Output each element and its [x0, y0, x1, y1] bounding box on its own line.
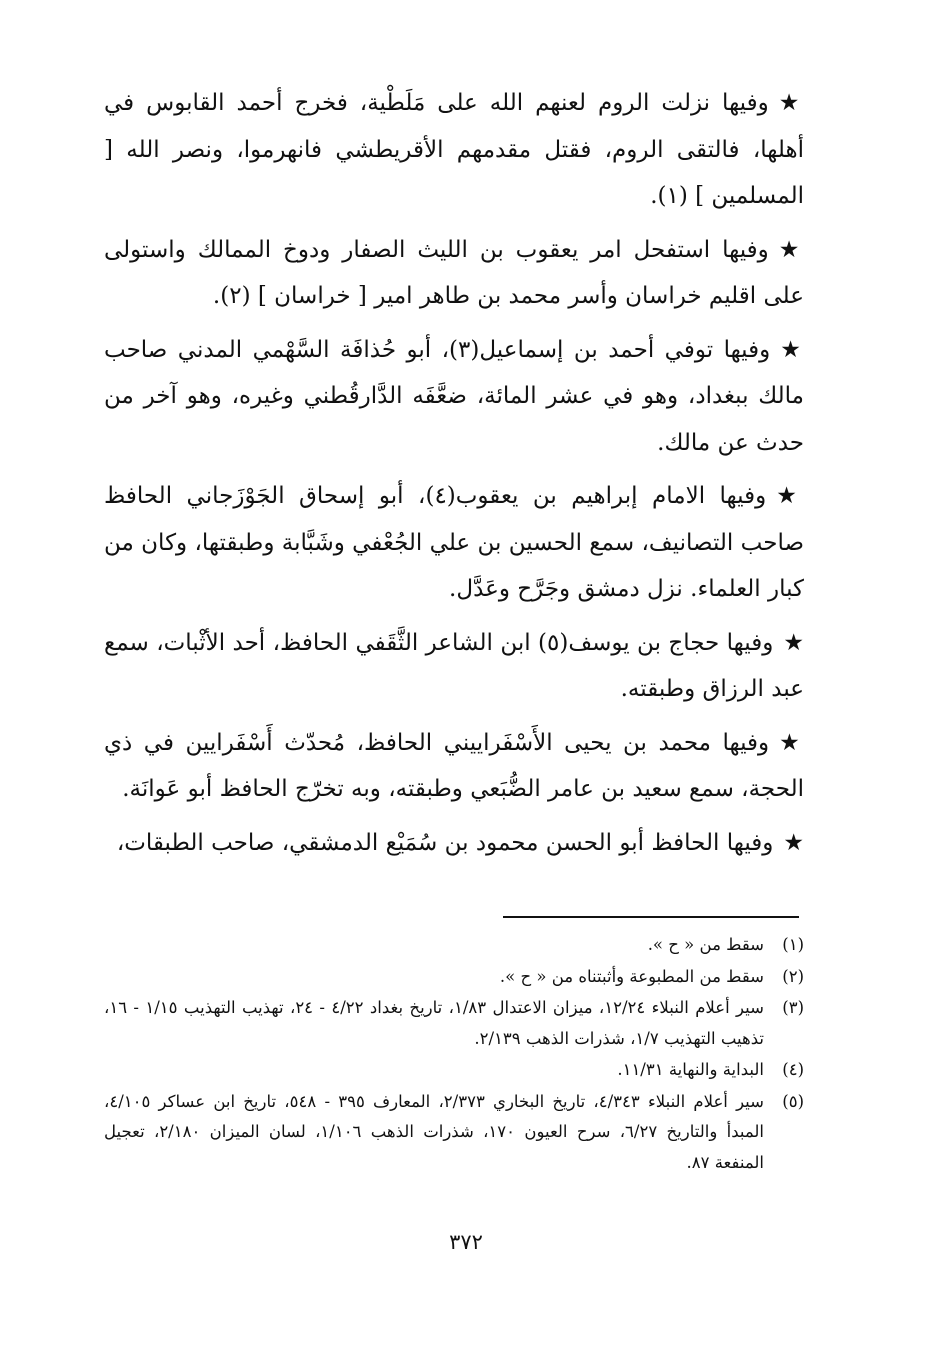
paragraph	[104, 473, 804, 613]
paragraph-text: وفيها استفحل امر يعقوب بن الليث الصفار ودوخ الممالك واستولى على اقليم خراسان وأسر محمد بن طاهر امير [ خراسان ] (٢).	[104, 236, 804, 309]
paragraph	[104, 80, 804, 220]
star-icon: ★	[778, 236, 804, 263]
footnotes	[104, 930, 804, 1179]
paragraph-text: وفيها الحافظ أبو الحسن محمود بن سُمَيْع الدمشقي، صاحب الطبقات،	[116, 829, 774, 856]
main-text	[104, 80, 804, 873]
footnote-text: سير أعلام النبلاء ٤/٣٤٣، تاريخ البخاري ٢/٣٧٣، المعارف ٣٩٥ - ٥٤٨، تاريخ ابن عساكر ٤/١٠٥، المبدأ والتاريخ ٦/٢٧، سرح العيون ١٧٠، شذرات الذهب ١/١٠٦، لسان الميزان ٢/١٨٠، تعجيل المنفعة ٨٧.	[104, 1091, 764, 1172]
footnote-number: (٤)	[782, 1060, 804, 1079]
footnote-text: البداية والنهاية ١١/٣١.	[617, 1060, 764, 1079]
paragraph-text: وفيها توفي أحمد بن إسماعيل(٣)، أبو حُذافَة السَّهْمي المدني صاحب مالك ببغداد، وهو في عشر المائة، ضعَّفَه الدَّارقُطني وغيره، وهو آخر من حدث عن مالك.	[104, 336, 804, 456]
star-icon: ★	[780, 336, 804, 363]
star-icon: ★	[783, 829, 804, 856]
footnote	[104, 930, 804, 961]
footnote-divider	[503, 916, 799, 918]
footnote-text: سقط من « ح ».	[647, 935, 764, 954]
paragraph-text: وفيها الامام إبراهيم بن يعقوب(٤)، أبو إسحاق الجَوْزَجاني الحافظ صاحب التصانيف، سمع الحسين بن علي الجُعْفي وشَبَّابة وطبقتها، وكان من كبار العلماء. نزل دمشق وجَرَّح وعَدَّل.	[104, 483, 804, 602]
footnote	[104, 1087, 804, 1179]
star-icon: ★	[778, 90, 804, 116]
footnote-number: (٥)	[782, 1091, 804, 1111]
page-number: ٣٧٢	[449, 1230, 483, 1254]
paragraph	[104, 620, 804, 713]
footnote-number: (١)	[782, 935, 804, 954]
paragraph-text: وفيها محمد بن يحيى الأَسْفَراييني الحافظ، مُحدّث أَسْفَرايين في ذي الحجة، سمع سعيد بن عامر الضُّبَعي وطبقته، وبه تخرّج الحافظ أبو عَوانَة.	[104, 729, 804, 802]
star-icon: ★	[776, 483, 804, 509]
paragraph	[104, 720, 804, 813]
paragraph-text: وفيها نزلت الروم لعنهم الله على مَلَطْية، فخرج أحمد القابوس في أهلها، فالتقى الروم، فقتل مقدمهم الأقريطشي فانهرموا، ونصر الله [ المسلمين ] (١).	[104, 90, 804, 209]
footnote-number: (٢)	[782, 966, 804, 986]
footnote	[104, 993, 804, 1054]
paragraph-text: وفيها حجاج بن يوسف(٥) ابن الشاعر الثَّقَفي الحافظ، أحد الأثْبات، سمع عبد الرزاق وطبقته.	[104, 629, 804, 702]
paragraph	[104, 227, 804, 320]
footnote-text: سقط من المطبوعة وأثبتناه من « ح ».	[499, 966, 764, 986]
paragraph	[104, 327, 804, 467]
footnote	[104, 1055, 804, 1086]
footnote	[104, 962, 804, 993]
star-icon: ★	[779, 729, 805, 756]
star-icon: ★	[783, 629, 805, 656]
footnote-number: (٣)	[782, 998, 804, 1017]
footnote-text: سير أعلام النبلاء ١٢/٢٤، ميزان الاعتدال ١/٨٣، تاريخ بغداد ٤/٢٢ - ٢٤، تهذيب التهذيب ١/١٥ - ١٦، تذهيب التهذيب ١/٧، شذرات الذهب ٢/١٣٩.	[104, 998, 764, 1048]
paragraph	[104, 820, 804, 867]
